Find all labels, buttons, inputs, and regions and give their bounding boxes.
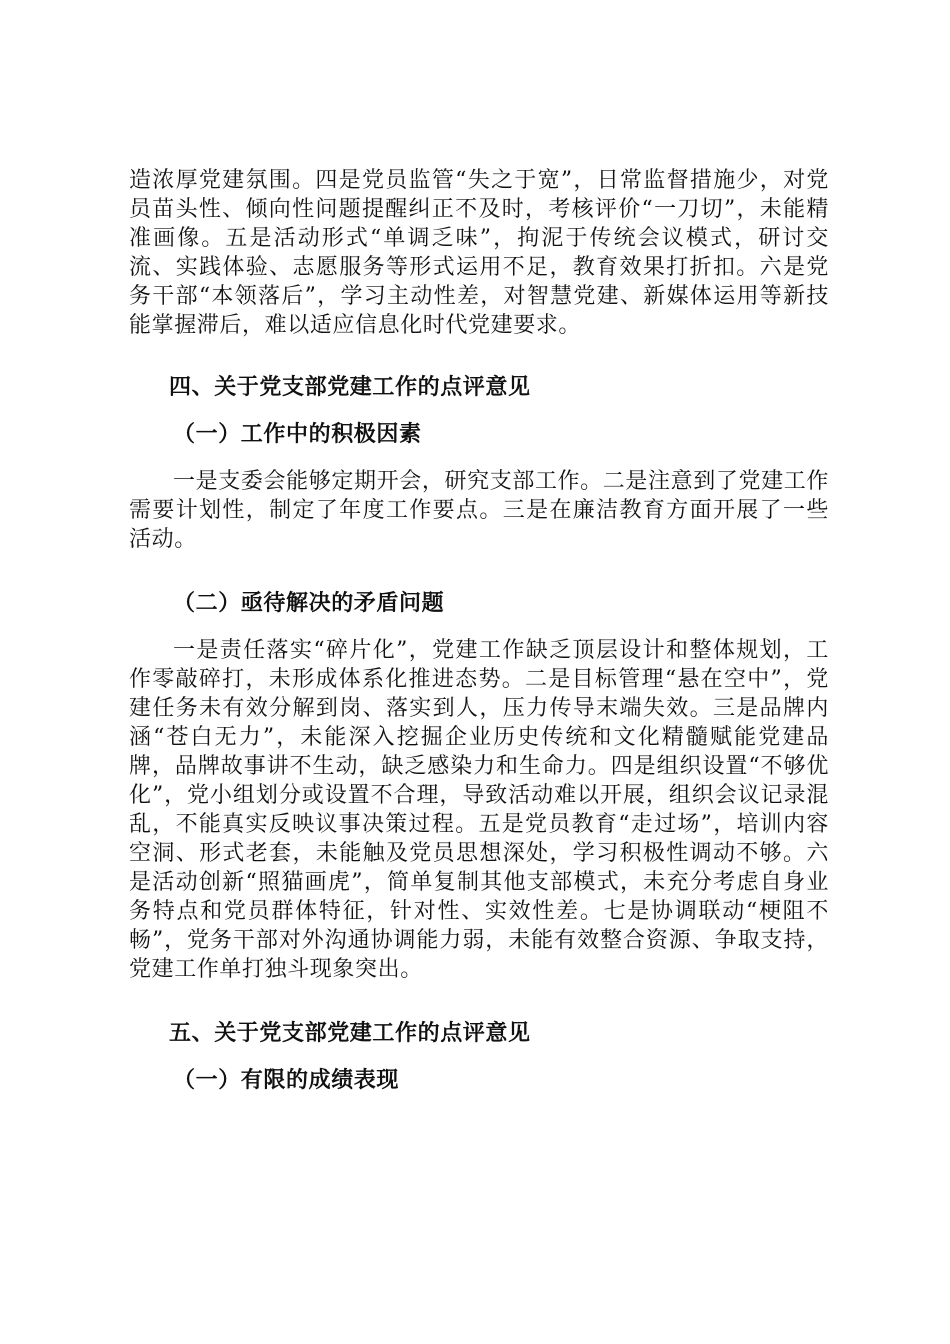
document-page — [129, 166, 829, 1095]
paragraph-continued: 造浓厚党建氛围。四是党员监管“失之于宽”，日常监督措施少，对党员苗头性、倾向性问题提醒纠正不及时，考核评价“一刀切”，未能精准画像。五是活动形式“单调乏味”，拘泥于传统会议模式，研讨交流、实践体验、志愿服务等形式运用不足，教育效果打折扣。六是党务干部“本领落后”，学习主动性差，对智慧党建、新媒体运用等新技能掌握滞后，难以适应信息化时代党建要求。 — [129, 168, 829, 338]
section-4-subheading-2: （二）亟待解决的矛盾问题 — [173, 591, 445, 616]
section-5-subheading-1: （一）有限的成绩表现 — [173, 1068, 400, 1093]
section-4-paragraph-2: 一是责任落实“碎片化”，党建工作缺乏顶层设计和整体规划，工作零敲碎打，未形成体系化推进态势。二是目标管理“悬在空中”，党建任务未有效分解到岗、落实到人，压力传导末端失效。三是品牌内涵“苍白无力”，未能深入挖掘企业历史传统和文化精髓赋能党建品牌，品牌故事讲不生动，缺乏感染力和生命力。四是组织设置“不够优化”，党小组划分或设置不合理，导致活动难以开展，组织会议记录混乱，不能真实反映议事决策过程。五是党员教育“走过场”，培训内容空洞、形式老套，未能触及党员思想深处，学习积极性调动不够。六是活动创新“照猫画虎”，简单复制其他支部模式，未充分考虑自身业务特点和党员群体特征，针对性、实效性差。七是协调联动“梗阻不畅”，党务干部对外沟通协调能力弱，未能有效整合资源、争取支持，党建工作单打独斗现象突出。 — [129, 638, 829, 982]
section-4-subheading-1: （一）工作中的积极因素 — [173, 422, 422, 447]
section-5-heading: 五、关于党支部党建工作的点评意见 — [169, 1021, 531, 1046]
section-4-heading: 四、关于党支部党建工作的点评意见 — [169, 375, 531, 400]
section-4-paragraph-1: 一是支委会能够定期开会，研究支部工作。二是注意到了党建工作需要计划性，制定了年度工作要点。三是在廉洁教育方面开展了一些活动。 — [129, 469, 829, 552]
